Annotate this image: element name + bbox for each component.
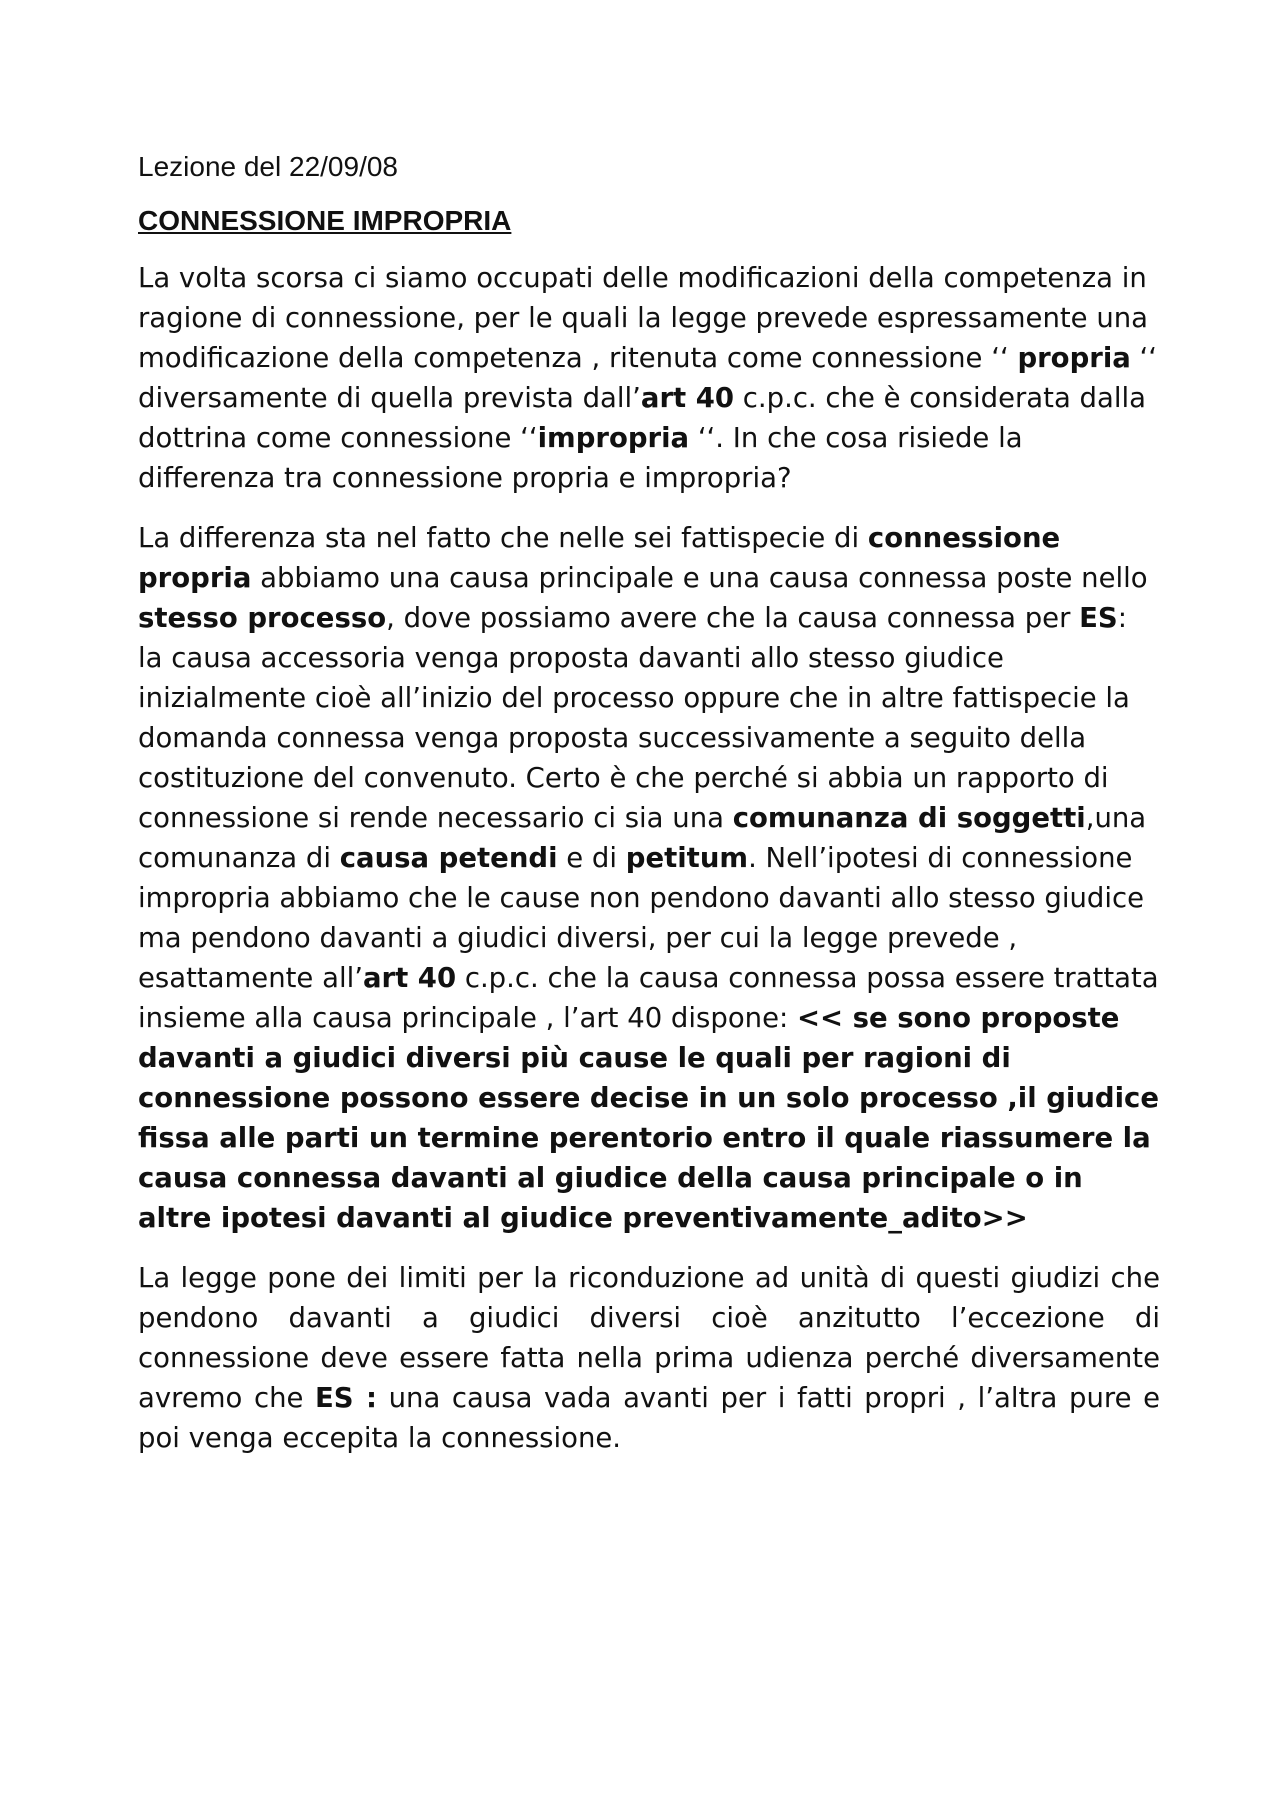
text-run: : la causa accessoria venga proposta davanti allo stesso giudice inizialmente cioè all’inizio del processo oppure che in altre fattispecie la domanda connessa venga proposta successivamente a seguito della costituzione del convenuto. Certo è che perché si abbia un rapporto di connessione si rende necessario ci sia una [138,602,1130,834]
article-quote: << se sono proposte davanti a giudici diversi più cause le quali per ragioni di connessione possono essere decise in un solo processo ,il giudice fissa alle parti un termine perentorio entro il quale riassumere la causa connessa davanti al giudice della causa principale o in altre ipotesi davanti al giudice preventivamente_adito>> [138,1002,1159,1234]
text-run: La differenza sta nel fatto che nelle sei fattispecie di [138,522,868,554]
document-page [138,150,1160,1478]
text-run: ,una comunanza di [138,802,1147,874]
paragraph-1 [138,258,1160,498]
text-run: . Nell’ipotesi di connessione impropria abbiamo che le cause non pendono davanti allo stesso giudice ma pendono davanti a giudici diversi, per cui la legge prevede , esattamente all’ [138,842,1145,994]
text-run: ‘‘. In che cosa risiede la differenza tra connessione propria e impropria? [138,422,1023,494]
text-run: , dove possiamo avere che la causa connessa per [386,602,1080,634]
paragraph-3 [138,1258,1160,1458]
text-run: una causa vada avanti per i fatti propri , l’altra pure e poi venga eccepita la connessione. [138,1382,1160,1454]
bold-term: petitum [625,842,749,874]
lesson-date: Lezione del 22/09/08 [138,151,398,182]
bold-term: ES [1079,602,1118,634]
text-run: La volta scorsa ci siamo occupati delle modificazioni della competenza in ragione di connessione, per le quali la legge prevede espressamente una modificazione della competenza , ritenuta come connessione ‘‘ [138,262,1149,374]
bold-term: propria [1017,342,1131,374]
section-heading: CONNESSIONE IMPROPRIA [138,205,512,236]
text-run: c.p.c. che è considerata dalla dottrina come connessione ‘‘ [138,382,1146,454]
text-run: La legge pone dei limiti per la riconduzione ad unità di questi giudizi che pendono davanti a giudici diversi cioè anzitutto l’eccezione di connessione deve essere fatta nella prima udienza perché diversamente avremo che [138,1262,1160,1414]
bold-term: impropria [537,422,690,454]
bold-term: art 40 [362,962,457,994]
bold-term: ES : [315,1382,378,1414]
bold-term: causa petendi [339,842,558,874]
bold-term: stesso processo [138,602,387,634]
bold-term: comunanza di soggetti [732,802,1086,834]
text-run: ‘‘ diversamente di quella prevista dall’ [138,342,1158,414]
bold-term: art 40 [640,382,735,414]
bold-term: connessione propria [138,522,1061,594]
text-run: e di [557,842,626,874]
text-run: abbiamo una causa principale e una causa connessa poste nello [251,562,1148,594]
text-run: c.p.c. che la causa connessa possa essere trattata insieme alla causa principale , l’art 40 dispone: [138,962,1159,1034]
paragraph-2 [138,518,1160,1238]
